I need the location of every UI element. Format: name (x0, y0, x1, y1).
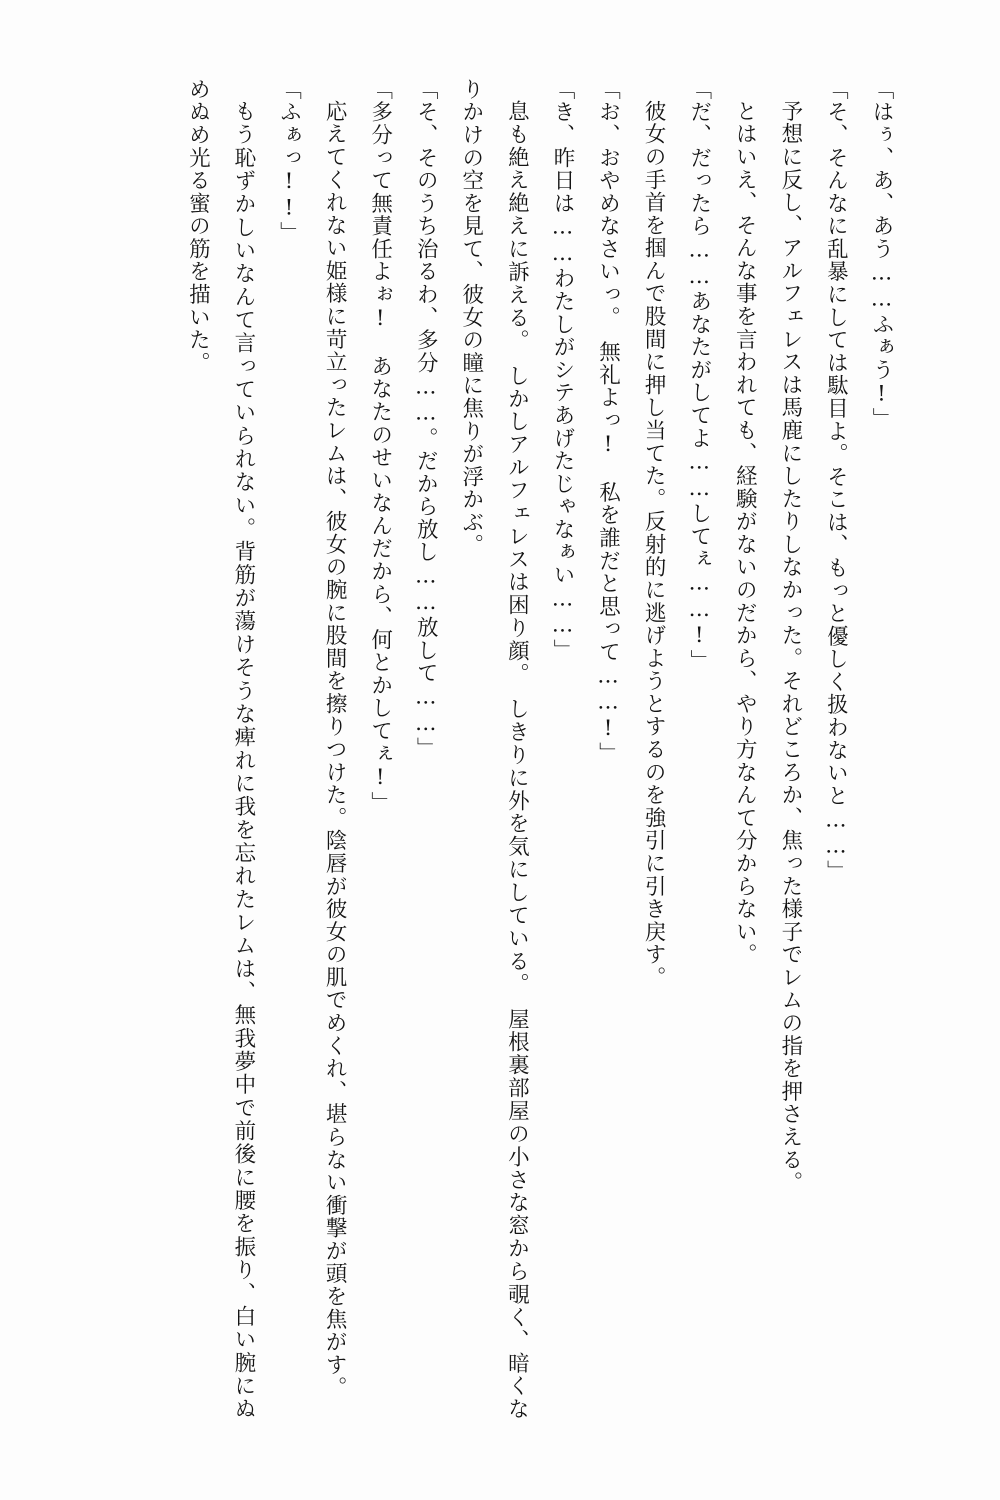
paragraph: 「はぅ、あ、あう……ふぁう!」 (869, 78, 894, 431)
paragraph: 「き、昨日は……わたしがシテあげたじゃなぁい……」 (549, 78, 575, 662)
paragraph: とはいえ、そんな事を言われても、経験がないのだから、やり方なんて分からない。 (732, 99, 758, 966)
paragraph: 応えてくれない姫様に苛立ったレムは、彼女の腕に股間を擦りつけた。陰唇が彼女の肌でめくれ、堪らない衝撃が頭を焦がす。 (322, 99, 348, 1399)
paragraph: 「そ、そのうち治るわ、多分……。だから放し……放して……」 (413, 78, 439, 760)
paragraph: 「だ、だったら……あなたがしてよ……してぇ……!」 (686, 78, 712, 673)
paragraph: 彼女の手首を掴んで股間に押し当てた。反射的に逃げようとするのを強引に引き戻す。 (641, 99, 667, 989)
paragraph: 「ふぁっ!!」 (276, 78, 302, 245)
paragraph: 「お、おやめなさいっ。 無礼よっ! 私を誰だと思って……!」 (595, 78, 621, 765)
page-text-area (60, 78, 904, 1420)
paragraph: 「そ、そんなに乱暴にしては駄目よ。そこは、もっと優しく扱わないと……」 (823, 78, 849, 883)
paragraph: 予想に反し、アルフェレスは馬鹿にしたりしなかった。それどころか、焦った様子でレムの指を押さえる。 (777, 99, 803, 1194)
paragraph: もう恥ずかしいなんて言っていられない。背筋が蕩けそうな痺れに我を忘れたレムは、無我夢中で前後に腰を振り、白い腕にぬめぬめ光る蜜の筋を描いた。 (185, 78, 256, 1420)
vertical-text-body (60, 78, 904, 1420)
paragraph: 「多分って無責任よぉ! あなたのせいなんだから、何とかしてぇ!」 (367, 78, 393, 815)
paragraph: 息も絶え絶えに訴える。 しかしアルフェレスは困り顔。 しきりに外を気にしている。 屋根裏部屋の小さな窓から覗く、暗くなりかけの空を見て、彼女の瞳に焦りが浮かぶ。 (458, 78, 530, 1420)
